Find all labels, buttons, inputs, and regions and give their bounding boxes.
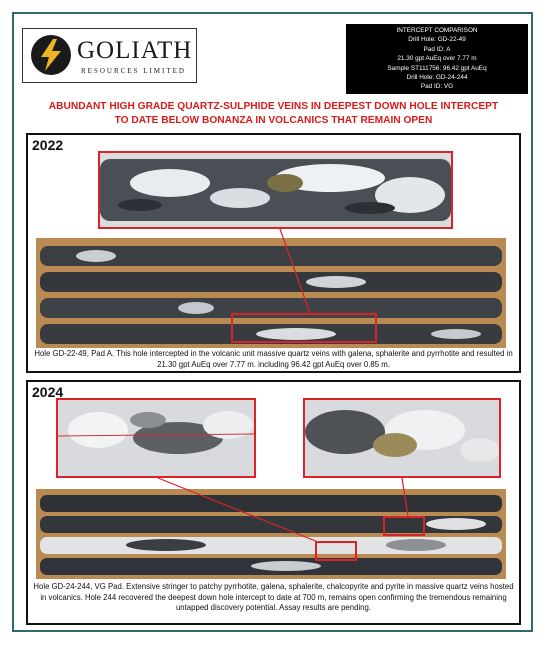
headline [20, 100, 527, 128]
panel-2024 [26, 380, 521, 625]
comparison-line: Drill Hole: GD-22-49 [408, 36, 466, 44]
logo-name: GOLIATH [77, 37, 193, 64]
intercept-comparison-box [346, 24, 528, 94]
comparison-line: Pad ID: VG [420, 83, 454, 91]
callout-line [28, 135, 519, 371]
comparison-title: INTERCEPT COMPARISON [396, 27, 478, 34]
comparison-line: Drill Hole: GD-24-244 [406, 74, 468, 82]
caption-2024: Hole GD-24-244, VG Pad. Extensive stringer to patchy pyrrhotite, galena, sphalerite, chalcopyrite and pyrite in massive quartz veins hosted in volcanics. Hole 244 recovered the deepest down hole intercept to date at 700 m, remains open confirming the tremendous remaining untapped discovery potential. Assay results are pending. [33, 582, 514, 612]
caption-2022: Hole GD-22-49, Pad A. This hole intercepted in the volcanic unit massive quartz veins with galena, sphalerite and pyrrhotite and resulted in 21.30 gpt AuEq over 7.77 m. including 96.42 gpt AuEq over 0.85 m. [34, 349, 513, 369]
comparison-line: Sample ST111756: 96.42 gpt AuEq [387, 64, 487, 72]
logo-subtitle: RESOURCES LIMITED [81, 67, 186, 75]
headline-line-1: ABUNDANT HIGH GRADE QUARTZ-SULPHIDE VEINS IN DEEPEST DOWN HOLE INTERCEPT [48, 101, 499, 112]
panel-2022 [26, 133, 521, 373]
lightning-bolt-icon [31, 35, 71, 75]
year-label-2022: 2022 [32, 137, 64, 153]
goliath-logo [22, 28, 197, 83]
headline-line-2: TO DATE BELOW BONANZA IN VOLCANICS THAT REMAIN OPEN [114, 115, 433, 126]
comparison-line: Pad ID: A [423, 45, 451, 53]
year-label-2024: 2024 [32, 384, 64, 400]
comparison-line: 21.30 gpt AuEq over 7.77 m [397, 55, 477, 63]
